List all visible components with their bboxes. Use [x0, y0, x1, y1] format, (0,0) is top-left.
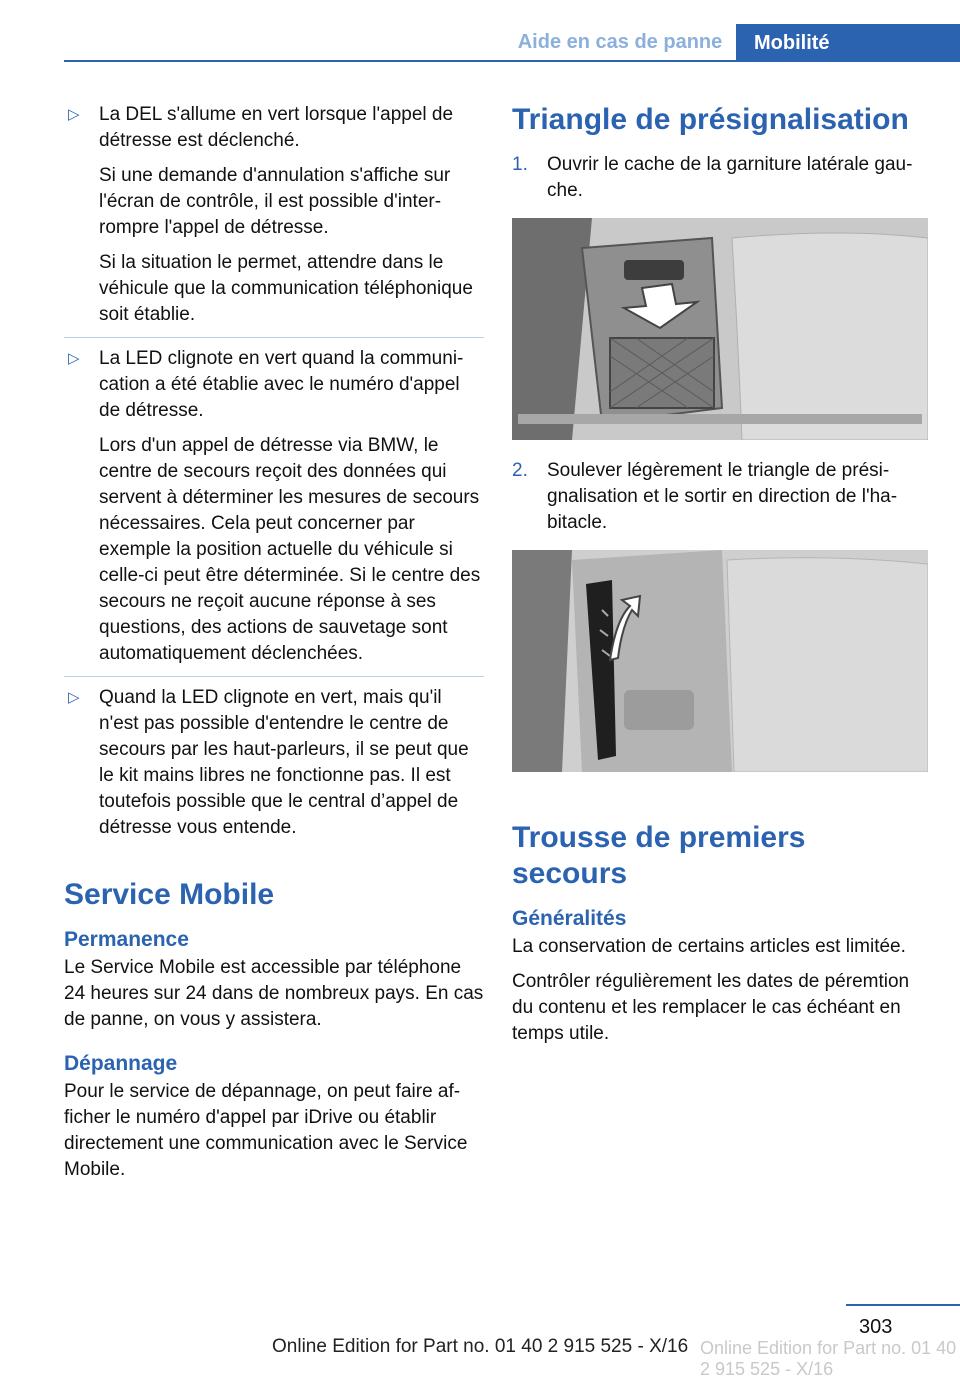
header-rule — [64, 60, 960, 62]
depannage-text: Pour le service de dépannage, on peut faire afficher le numéro d'appel par iDrive ou établir directement une communication avec le Service Mobile. — [64, 1081, 468, 1180]
triangle-bullet-icon: ▷ — [68, 350, 80, 367]
step-text: Soulever légèrement le triangle de présignalisation et le sortir en direction de l'habitacle. — [547, 460, 898, 533]
list-item — [64, 685, 484, 841]
watermark: Online Edition for Part no. 01 40 2 915 525 - X/16 — [700, 1338, 957, 1379]
divider — [64, 676, 484, 677]
step-item — [512, 152, 928, 204]
depannage-heading: Dépannage — [64, 1052, 178, 1075]
permanence-heading: Permanence — [64, 928, 189, 951]
divider — [64, 337, 484, 338]
generalites-heading: Généralités — [512, 907, 627, 930]
edition-text: Online Edition for Part no. 01 40 2 915 525 - X/16 — [272, 1336, 689, 1357]
list-item — [64, 346, 484, 667]
right-column — [512, 102, 928, 1056]
warning-triangle-image — [512, 550, 928, 772]
triangle-bullet-icon: ▷ — [68, 106, 80, 123]
paragraph: La LED clignote en vert quand la communication a été établie avec le numéro d'appel de détresse. — [99, 348, 464, 421]
step-item — [512, 458, 928, 536]
generalites-text-2: Contrôler régulièrement les dates de péremtion du contenu et les remplacer le cas échéant en temps utile. — [512, 971, 910, 1044]
service-mobile-heading: Service Mobile — [64, 878, 275, 911]
paragraph: Lors d'un appel de détresse via BMW, le centre de secours reçoit des données qui servent à déterminer les mesures de secours nécessaires. Cela peut concerner par exemple la position actuelle du véhicule si celle-ci peut être déterminée. Si le centre des secours ne reçoit aucune réponse à ses questions, des actions de sauvetage sont automatiquement déclenchées. — [99, 435, 481, 664]
trunk-side-panel-image — [512, 218, 928, 440]
triangle-bullet-icon: ▷ — [68, 689, 80, 706]
paragraph: Si une demande d'annulation s'affiche sur l'écran de contrôle, il est possible d'interrompre l'appel de détresse. — [99, 165, 451, 238]
step-number: 2. — [512, 460, 528, 481]
generalites-text-1: La conservation de certains articles est limitée. — [512, 936, 906, 957]
footer-rule — [846, 1304, 960, 1306]
section-tab[interactable]: Aide en cas de panne — [517, 31, 723, 53]
paragraph: La DEL s'allume en vert lorsque l'appel de détresse est déclenché. — [99, 104, 454, 151]
permanence-text: Le Service Mobile est accessible par téléphone 24 heures sur 24 dans de nombreux pays. En cas de panne, on vous y assistera. — [64, 957, 484, 1030]
list-item — [64, 102, 484, 328]
paragraph: Si la situation le permet, attendre dans le véhicule que la communication téléphonique soit établie. — [99, 252, 473, 325]
paragraph: Quand la LED clignote en vert, mais qu'il n'est pas possible d'entendre le centre de secours par les haut-parleurs, il se peut que le kit mains libres ne fonctionne pas. Il est toutefois possible que le central d’appel de détresse vous entende. — [99, 687, 469, 838]
trousse-heading: Trousse de premiers secours — [512, 821, 806, 890]
step-number: 1. — [512, 154, 528, 175]
chapter-tab[interactable]: Mobilité — [736, 24, 960, 62]
left-column — [64, 102, 484, 1192]
page-header — [0, 0, 960, 62]
step-text: Ouvrir le cache de la garniture latérale gauche. — [547, 154, 913, 201]
page-number: 303 — [859, 1316, 893, 1338]
triangle-heading: Triangle de présignalisation — [512, 103, 909, 136]
